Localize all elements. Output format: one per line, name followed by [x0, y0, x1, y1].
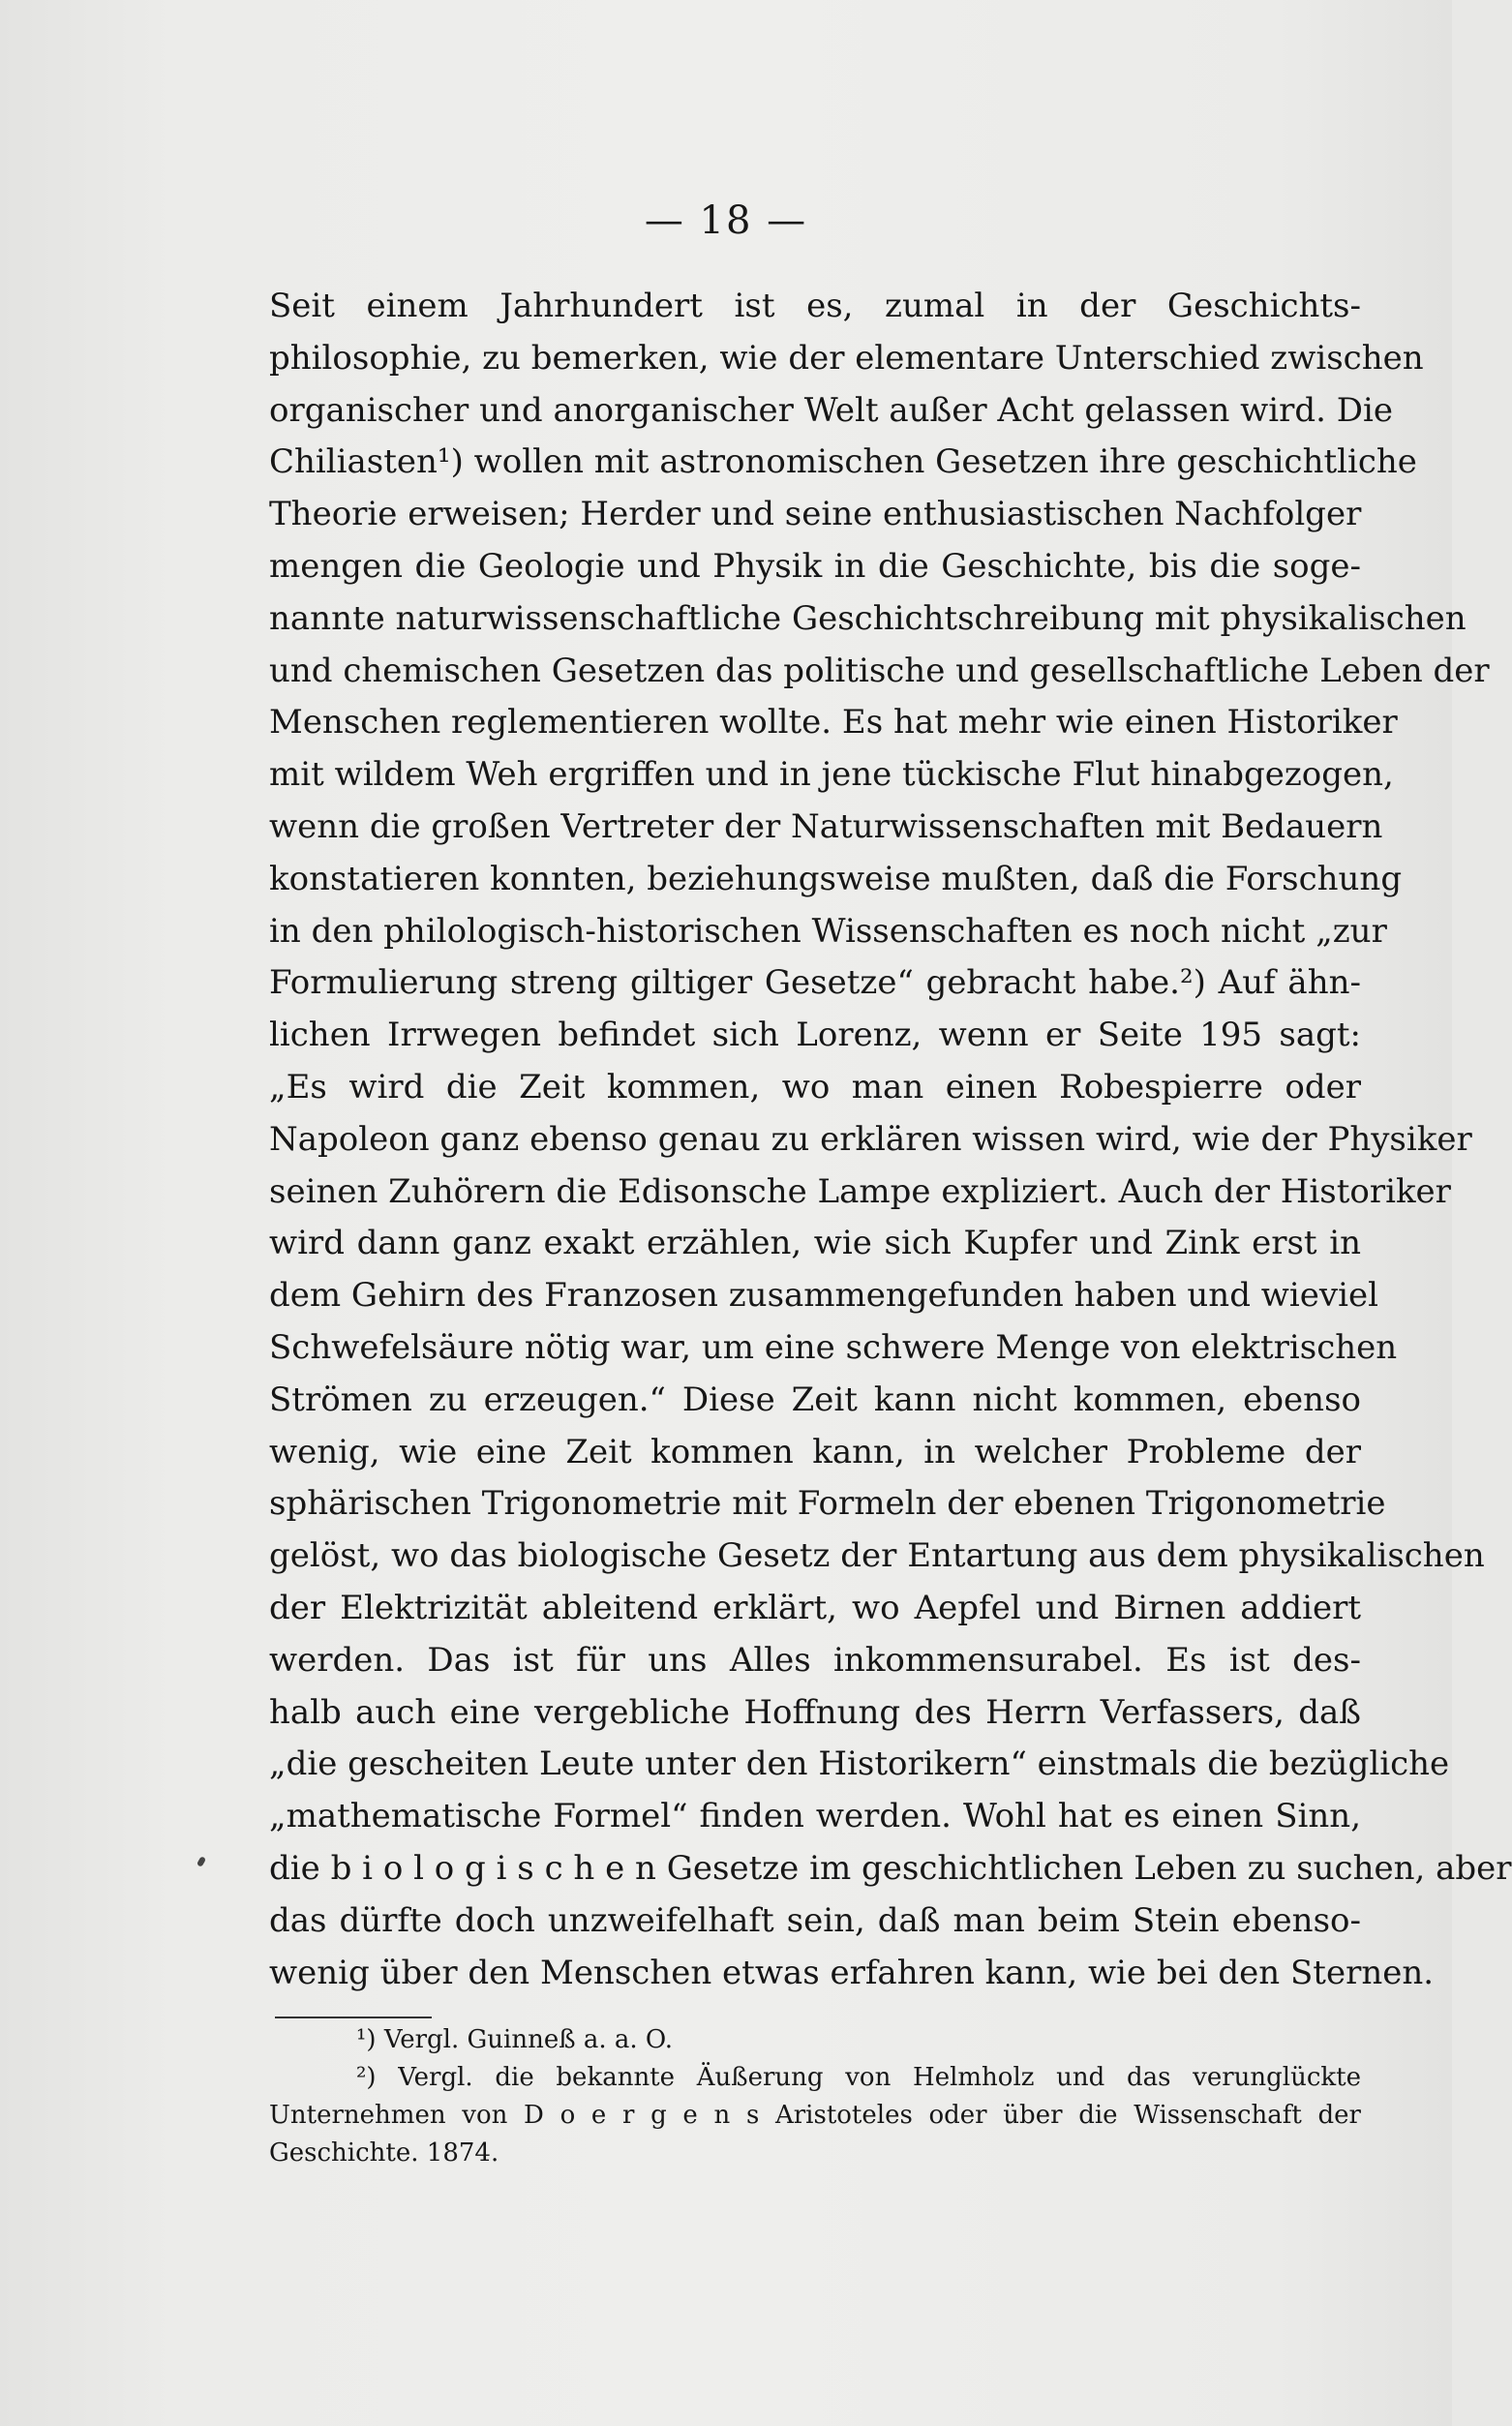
text-line: Menschen reglementieren wollte. Es hat mehr wie einen Historiker: [269, 703, 1398, 743]
text-line: „Es wird die Zeit kommen, wo man einen Robespierre oder: [269, 1067, 1361, 1107]
text-line: wird dann ganz exakt erzählen, wie sich Kupfer und Zink erst in: [269, 1224, 1361, 1263]
text-line: Formulierung streng giltiger Gesetze“ gebracht habe.²) Auf ähn-: [269, 963, 1361, 1003]
text-line: nannte naturwissenschaftliche Geschichtschreibung mit physikalischen: [269, 598, 1467, 638]
text-line: lichen Irrwegen befindet sich Lorenz, wenn er Seite 195 sagt:: [269, 1016, 1361, 1055]
text-line: wenig, wie eine Zeit kommen kann, in welcher Probleme der: [269, 1432, 1361, 1471]
page-number: — 18 —: [644, 198, 808, 243]
text-line: wenn die großen Vertreter der Naturwissenschaften mit Bedauern: [269, 806, 1383, 846]
text-line: seinen Zuhörern die Edisonsche Lampe expliziert. Auch der Historiker: [269, 1171, 1451, 1211]
text-line: in den philologisch-historischen Wissenschaften es noch nicht „zur: [269, 911, 1387, 951]
text-line: der Elektrizität ableitend erklärt, wo Aepfel und Birnen addiert: [269, 1588, 1361, 1627]
text-line: Seit einem Jahrhundert ist es, zumal in der Geschichts-: [269, 287, 1361, 325]
text-line: mengen die Geologie und Physik in die Geschichte, bis die soge-: [269, 546, 1361, 586]
text-line: „mathematische Formel“ finden werden. Wohl hat es einen Sinn,: [269, 1797, 1361, 1836]
ink-speck: [197, 1856, 206, 1867]
text-line: wenig über den Menschen etwas erfahren kann, wie bei den Sternen.: [269, 1953, 1435, 1992]
footnotes: [269, 2021, 1361, 2172]
text-line: organischer und anorganischer Welt außer Acht gelassen wird. Die: [269, 390, 1394, 430]
text-line: die b i o l o g i s c h e n Gesetze im geschichtlichen Leben zu suchen, aber: [269, 1848, 1512, 1888]
footnote-2-continued: Geschichte. 1874.: [269, 2138, 499, 2168]
text-line: Strömen zu erzeugen.“ Diese Zeit kann nicht kommen, ebenso: [269, 1380, 1361, 1419]
text-line: dem Gehirn des Franzosen zusammengefunden haben und wieviel: [269, 1276, 1378, 1316]
text-line: philosophie, zu bemerken, wie der elementare Unterschied zwischen: [269, 338, 1424, 378]
text-line: Schwefelsäure nötig war, um eine schwere Menge von elektrischen: [269, 1327, 1398, 1367]
text-line: konstatieren konnten, beziehungsweise mußten, daß die Forschung: [269, 859, 1403, 898]
text-line: sphärischen Trigonometrie mit Formeln der ebenen Trigonometrie: [269, 1484, 1386, 1524]
text-line: gelöst, wo das biologische Gesetz der Entartung aus dem physikalischen: [269, 1536, 1485, 1576]
text-line: Chiliasten¹) wollen mit astronomischen Gesetzen ihre geschichtliche: [269, 442, 1417, 482]
text-line: Theorie erweisen; Herder und seine enthusiastischen Nachfolger: [269, 495, 1362, 534]
body-text: [269, 281, 1512, 1999]
text-line: halb auch eine vergebliche Hoffnung des Herrn Verfassers, daß: [269, 1692, 1361, 1732]
text-line: werden. Das ist für uns Alles inkommensurabel. Es ist des-: [269, 1640, 1361, 1680]
footnote-divider: [275, 2017, 432, 2018]
footnote-2: ²) Vergl. die bekannte Äußerung von Helmholz und das verunglückte: [356, 2063, 1361, 2092]
text-line: mit wildem Weh ergriffen und in jene tückische Flut hinabgezogen,: [269, 755, 1394, 795]
text-line: Napoleon ganz ebenso genau zu erklären wissen wird, wie der Physiker: [269, 1119, 1472, 1159]
footnote-1: ¹) Vergl. Guinneß a. a. O.: [356, 2025, 673, 2054]
text-line: „die gescheiten Leute unter den Historikern“ einstmals die bezügliche: [269, 1744, 1450, 1784]
footnote-2-continued: Unternehmen von D o e r g e n s Aristoteles oder über die Wissenschaft der: [269, 2101, 1361, 2130]
text-line: das dürfte doch unzweifelhaft sein, daß man beim Stein ebenso-: [269, 1900, 1361, 1940]
text-line: und chemischen Gesetzen das politische und gesellschaftliche Leben der: [269, 651, 1490, 690]
